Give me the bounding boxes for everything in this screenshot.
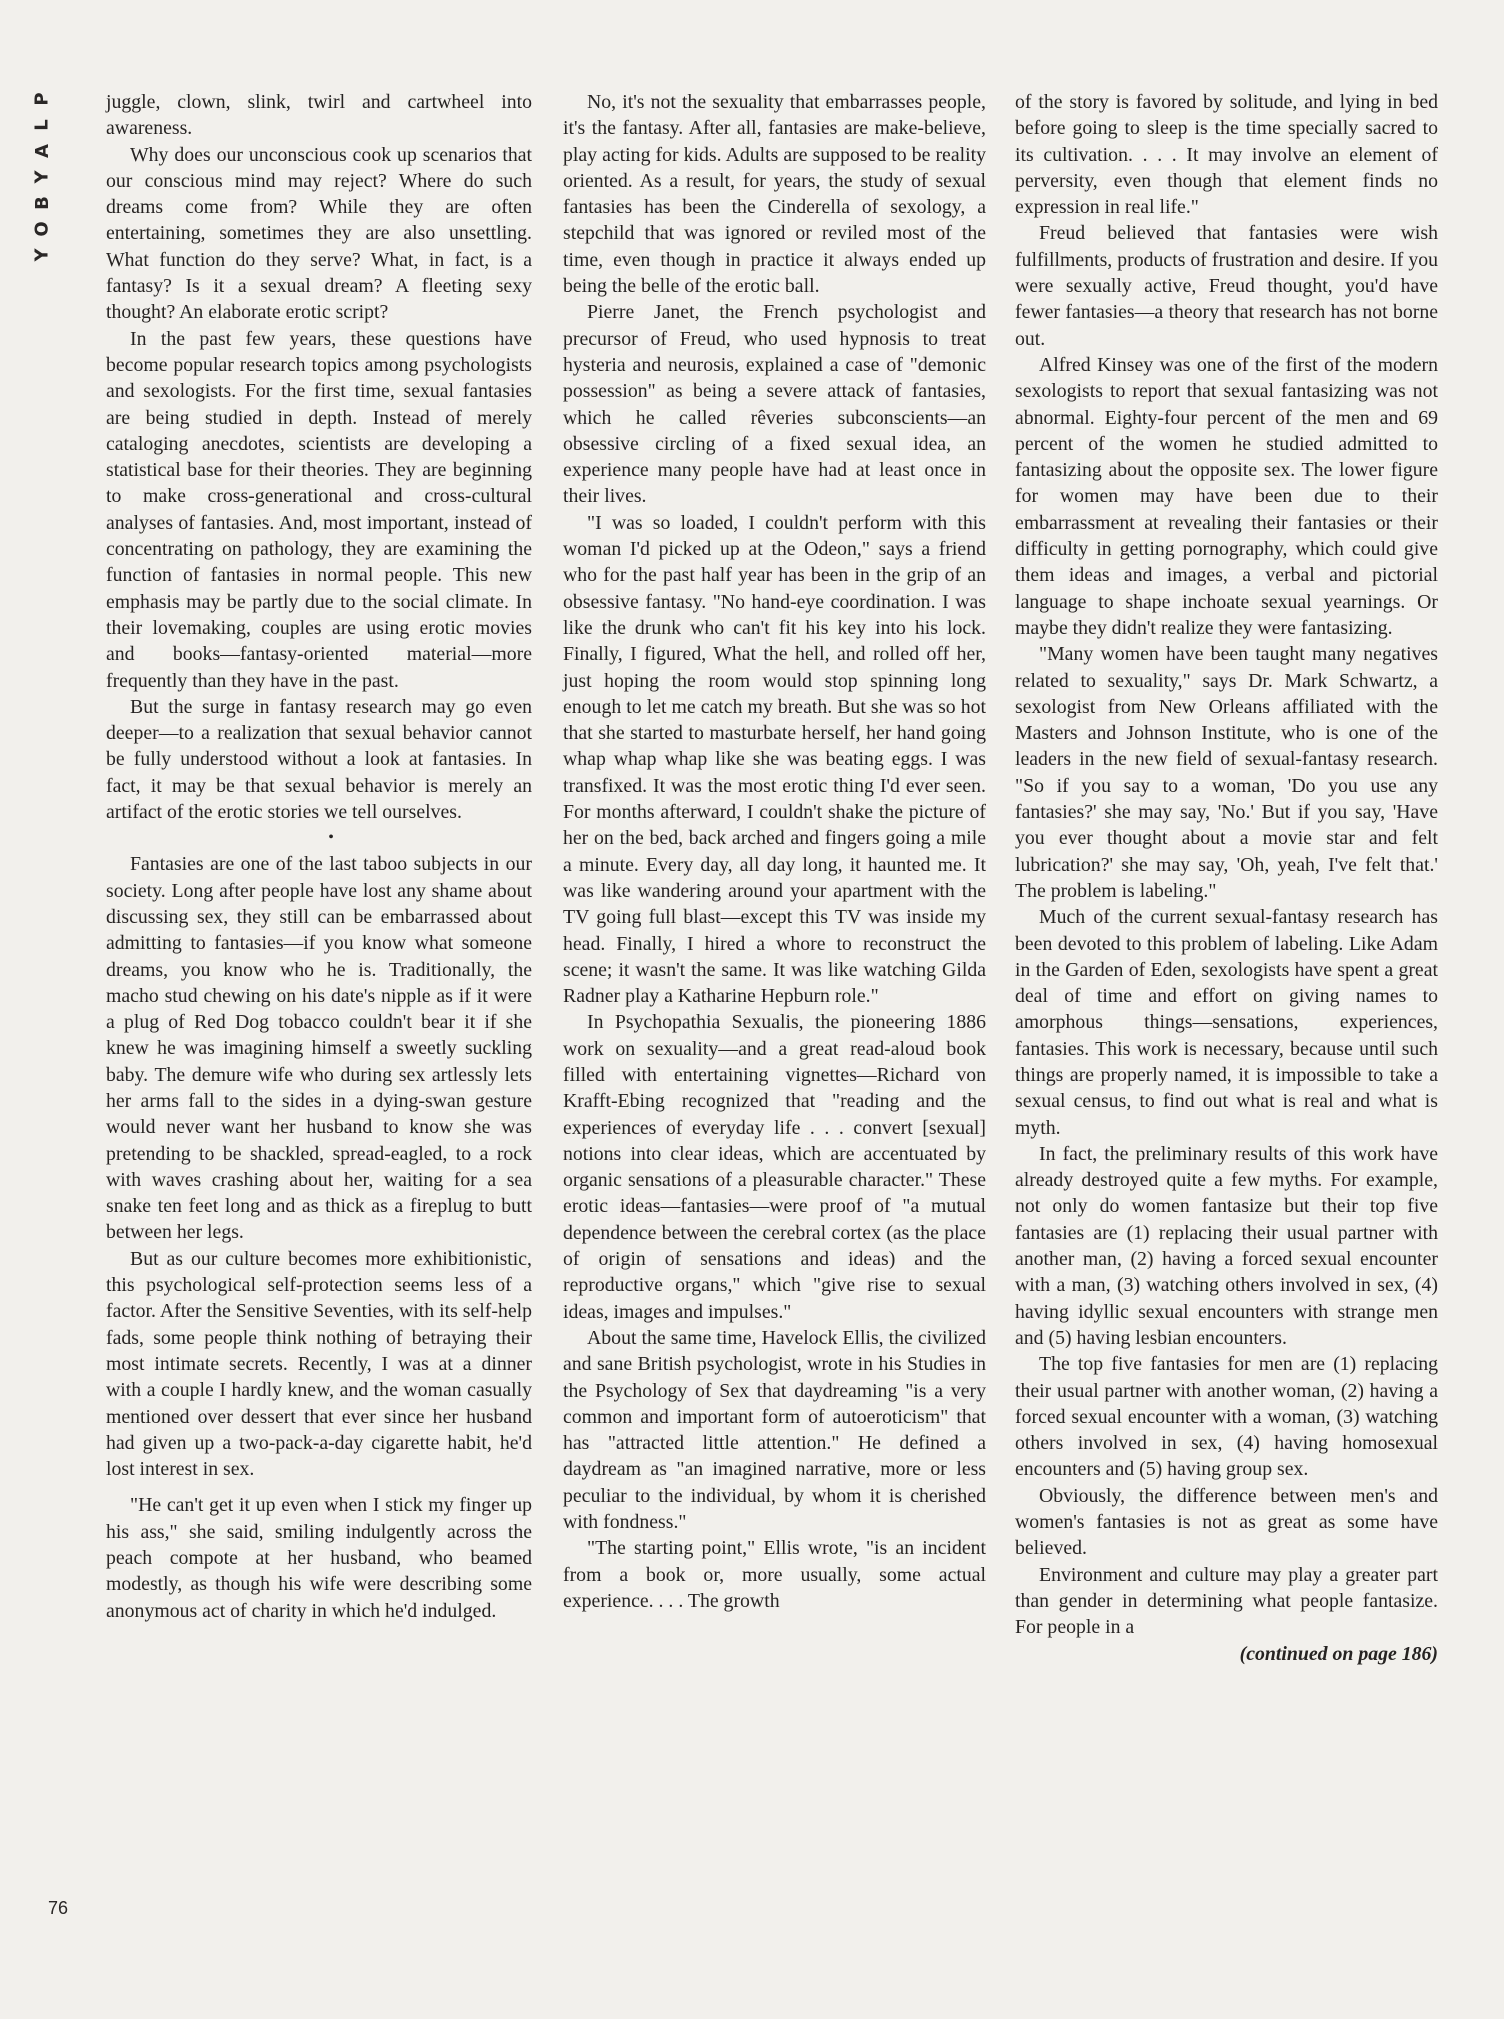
paragraph: Much of the current sexual-fantasy research has been devoted to this problem of labeling. Like Adam in the Garden of Eden, sexologists have spent a great deal of time and effort on giving names to amorphous things—sensations, experiences, fantasies. This work is necessary, because until such things are properly named, it is impossible to take a sexual census, to find out what is real and what is myth. bbox=[1015, 906, 1438, 1139]
section-break: • bbox=[328, 829, 334, 847]
column-2 bbox=[563, 89, 986, 1614]
masthead-letter: B bbox=[31, 196, 53, 210]
paragraph: Freud believed that fantasies were wish fulfillments, products of frustration and desire. If you were sexually active, Freud thought, you'd have fewer fantasies—a theory that research has not borne out. bbox=[1015, 222, 1438, 350]
paragraph: In the past few years, these questions have become popular research topics among psychologists and sexologists. For the first time, sexual fantasies are being studied in depth. Instead of merely cataloging anecdotes, scientists are developing a statistical base for their theories. They are beginning to make cross-generational and cross-cultural analyses of fantasies. And, most important, instead of concentrating on pathology, they are examining the function of fantasies in normal people. This new emphasis may be partly due to the social climate. In their lovemaking, couples are using erotic movies and books—fantasy-oriented material—more frequently than they have in the past. bbox=[106, 327, 532, 692]
paragraph: juggle, clown, slink, twirl and cartwheel into awareness. bbox=[106, 91, 532, 140]
paragraph: Why does our unconscious cook up scenarios that our conscious mind may reject? Where do such dreams come from? While they are often entertaining, sometimes they are also unsettling. What function do they serve? What, in fact, is a fantasy? Is it a sexual dream? A fleeting sexy thought? An elaborate erotic script? bbox=[106, 143, 532, 324]
paragraph: In fact, the preliminary results of this work have already destroyed quite a few myths. For example, not only do women fantasize but their top five fantasies are (1) replacing their usual partner with another man, (2) having a forced sexual encounter with a man, (3) watching others involved in sex, (4) having idyllic sexual encounters with strange men and (5) having lesbian encounters. bbox=[1015, 1142, 1438, 1349]
paragraph: "The starting point," Ellis wrote, "is an incident from a book or, more usually, some actual experience. . . . The growth bbox=[563, 1537, 986, 1612]
paragraph: Environment and culture may play a greater part than gender in determining what people fantasize. For people in a bbox=[1015, 1563, 1438, 1639]
column-1 bbox=[106, 89, 532, 1624]
paragraph: Obviously, the difference between men's and women's fantasies is not as great as some have believed. bbox=[1015, 1484, 1438, 1560]
masthead-letter: O bbox=[32, 221, 53, 237]
paragraph: "Many women have been taught many negatives related to sexuality," says Dr. Mark Schwartz, a sexologist from New Orleans affiliated with the Masters and Johnson Institute, who is one of the leaders in the new field of sexual-fantasy research. "So if you say to a woman, 'Do you use any fantasies?' she may say, 'No.' But if you say, 'Have you ever thought about a movie star and felt lubrication?' she may say, 'Oh, yeah, I've felt that.' The problem is labeling." bbox=[1015, 643, 1438, 902]
paragraph: The top five fantasies for men are (1) replacing their usual partner with another woman, (2) having a forced sexual encounter with a woman, (3) watching others involved in sex, (4) having homosexual encounters and (5) having group sex. bbox=[1015, 1353, 1438, 1481]
paragraph: Pierre Janet, the French psychologist and precursor of Freud, who used hypnosis to treat hysteria and neurosis, explained a case of "demonic possession" as being a severe attack of fantasies, which he called rêveries subconscients—an obsessive circling of a fixed sexual idea, an experience many people have had at least once in their lives. bbox=[563, 301, 986, 508]
paragraph: "He can't get it up even when I stick my finger up his ass," she said, smiling indulgently across the peach compote at her husband, who beamed modestly, as though his wife were describing some anonymous act of charity in which he'd indulged. bbox=[106, 1494, 532, 1622]
column-3 bbox=[1015, 89, 1438, 1667]
masthead-letter: L bbox=[31, 119, 53, 131]
paragraph: Alfred Kinsey was one of the first of the modern sexologists to report that sexual fantasizing was not abnormal. Eighty-four percent of the men and 69 percent of the women he studied admitted to fantasizing about the opposite sex. The lower figure for women may have been due to their embarrassment at revealing their fantasies or their difficulty in getting pornography, which could give them ideas and images, a verbal and pictorial language to shape inchoate sexual yearnings. Or maybe they didn't realize they were fantasizing. bbox=[1015, 353, 1438, 639]
masthead-letter: Y bbox=[31, 248, 53, 262]
masthead-letter: Y bbox=[31, 170, 53, 184]
paragraph: About the same time, Havelock Ellis, the civilized and sane British psychologist, wrote in his Studies in the Psychology of Sex that daydreaming "is a very common and important form of autoeroticism" that has "attracted little attention." He defined a daydream as "an imagined narrative, more or less peculiar to the individual, by whom it is cherished with fondness." bbox=[563, 1326, 986, 1534]
page-number: 76 bbox=[48, 1898, 69, 1918]
paragraph: But as our culture becomes more exhibitionistic, this psychological self-protection seems less of a factor. After the Sensitive Seventies, with its self-help fads, some people think nothing of betraying their most intimate secrets. Recently, I was at a dinner with a couple I hardly knew, and the woman casually mentioned over dessert that ever since her husband had given up a two-pack-a-day cigarette habit, he'd lost interest in sex. bbox=[106, 1247, 532, 1481]
continued-note: (continued on page 186) bbox=[1239, 1642, 1438, 1665]
paragraph: But the surge in fantasy research may go even deeper—to a realization that sexual behavior cannot be fully understood without a look at fantasies. In fact, it may be that sexual behavior is merely an artifact of the erotic stories we tell ourselves. bbox=[106, 695, 532, 824]
masthead-letter: P bbox=[31, 92, 53, 106]
paragraph: Fantasies are one of the last taboo subjects in our society. Long after people have lost any shame about discussing sex, they still can be embarrassed about admitting to fantasies—if you know what someone dreams, you know who he is. Traditionally, the macho stud chewing on his date's nipple as if it were a plug of Red Dog tobacco couldn't bear it if she knew he was imagining himself a sweetly suckling baby. The demure wife who during sex artlessly lets her arms fall to the sides in a dying-swan gesture would never want her husband to know she was pretending to be shackled, spread-eagled, to a rock with waves crashing about her, waiting for a sea snake ten feet long and as thick as a fireplug to butt between her legs. bbox=[106, 853, 532, 1244]
paragraph: of the story is favored by solitude, and lying in bed before going to sleep is the time specially sacred to its cultivation. . . . It may involve an element of perversity, even though that element finds no expression in real life." bbox=[1015, 91, 1438, 219]
masthead bbox=[30, 86, 56, 268]
masthead-letter: A bbox=[32, 144, 53, 158]
paragraph: No, it's not the sexuality that embarrasses people, it's the fantasy. After all, fantasies are make-believe, play acting for kids. Adults are supposed to be reality oriented. As a result, for years, the study of sexual fantasies has been the Cinderella of sexology, a stepchild that was ignored or reviled most of the time, even though in practice it always ended up being the belle of the erotic ball. bbox=[563, 91, 986, 298]
paragraph: In Psychopathia Sexualis, the pioneering 1886 work on sexuality—and a great read-aloud book filled with entertaining vignettes—Richard von Krafft-Ebing recognized that "reading and the experiences of everyday life . . . convert [sexual] notions into clear ideas, which are accentuated by organic sensations of a pleasurable character." These erotic ideas—fantasies—were proof of "a mutual dependence between the cerebral cortex (as the place of origin of sensations and ideas) and the reproductive organs," which "give rise to sexual ideas, images and impulses." bbox=[563, 1011, 986, 1323]
paragraph: "I was so loaded, I couldn't perform with this woman I'd picked up at the Odeon," says a friend who for the past half year has been in the grip of an obsessive fantasy. "No hand-eye coordination. I was like the drunk who can't fit his key into his lock. Finally, I figured, What the hell, and rolled off her, just hoping the room would stop spinning long enough to let me catch my breath. But she was so hot that she started to masturbate herself, her hand going whap whap whap like she was beating eggs. I was transfixed. It was the most erotic thing I'd ever seen. For months afterward, I couldn't shake the picture of her on the bed, back arched and fingers going a mile a minute. Every day, all day long, it haunted me. It was like wandering around your apartment with the TV going full blast—except this TV was inside my head. Finally, I hired a whore to reconstruct the scene; it wasn't the same. It was like watching Gilda Radner play a Katharine Hepburn role." bbox=[563, 511, 986, 1008]
